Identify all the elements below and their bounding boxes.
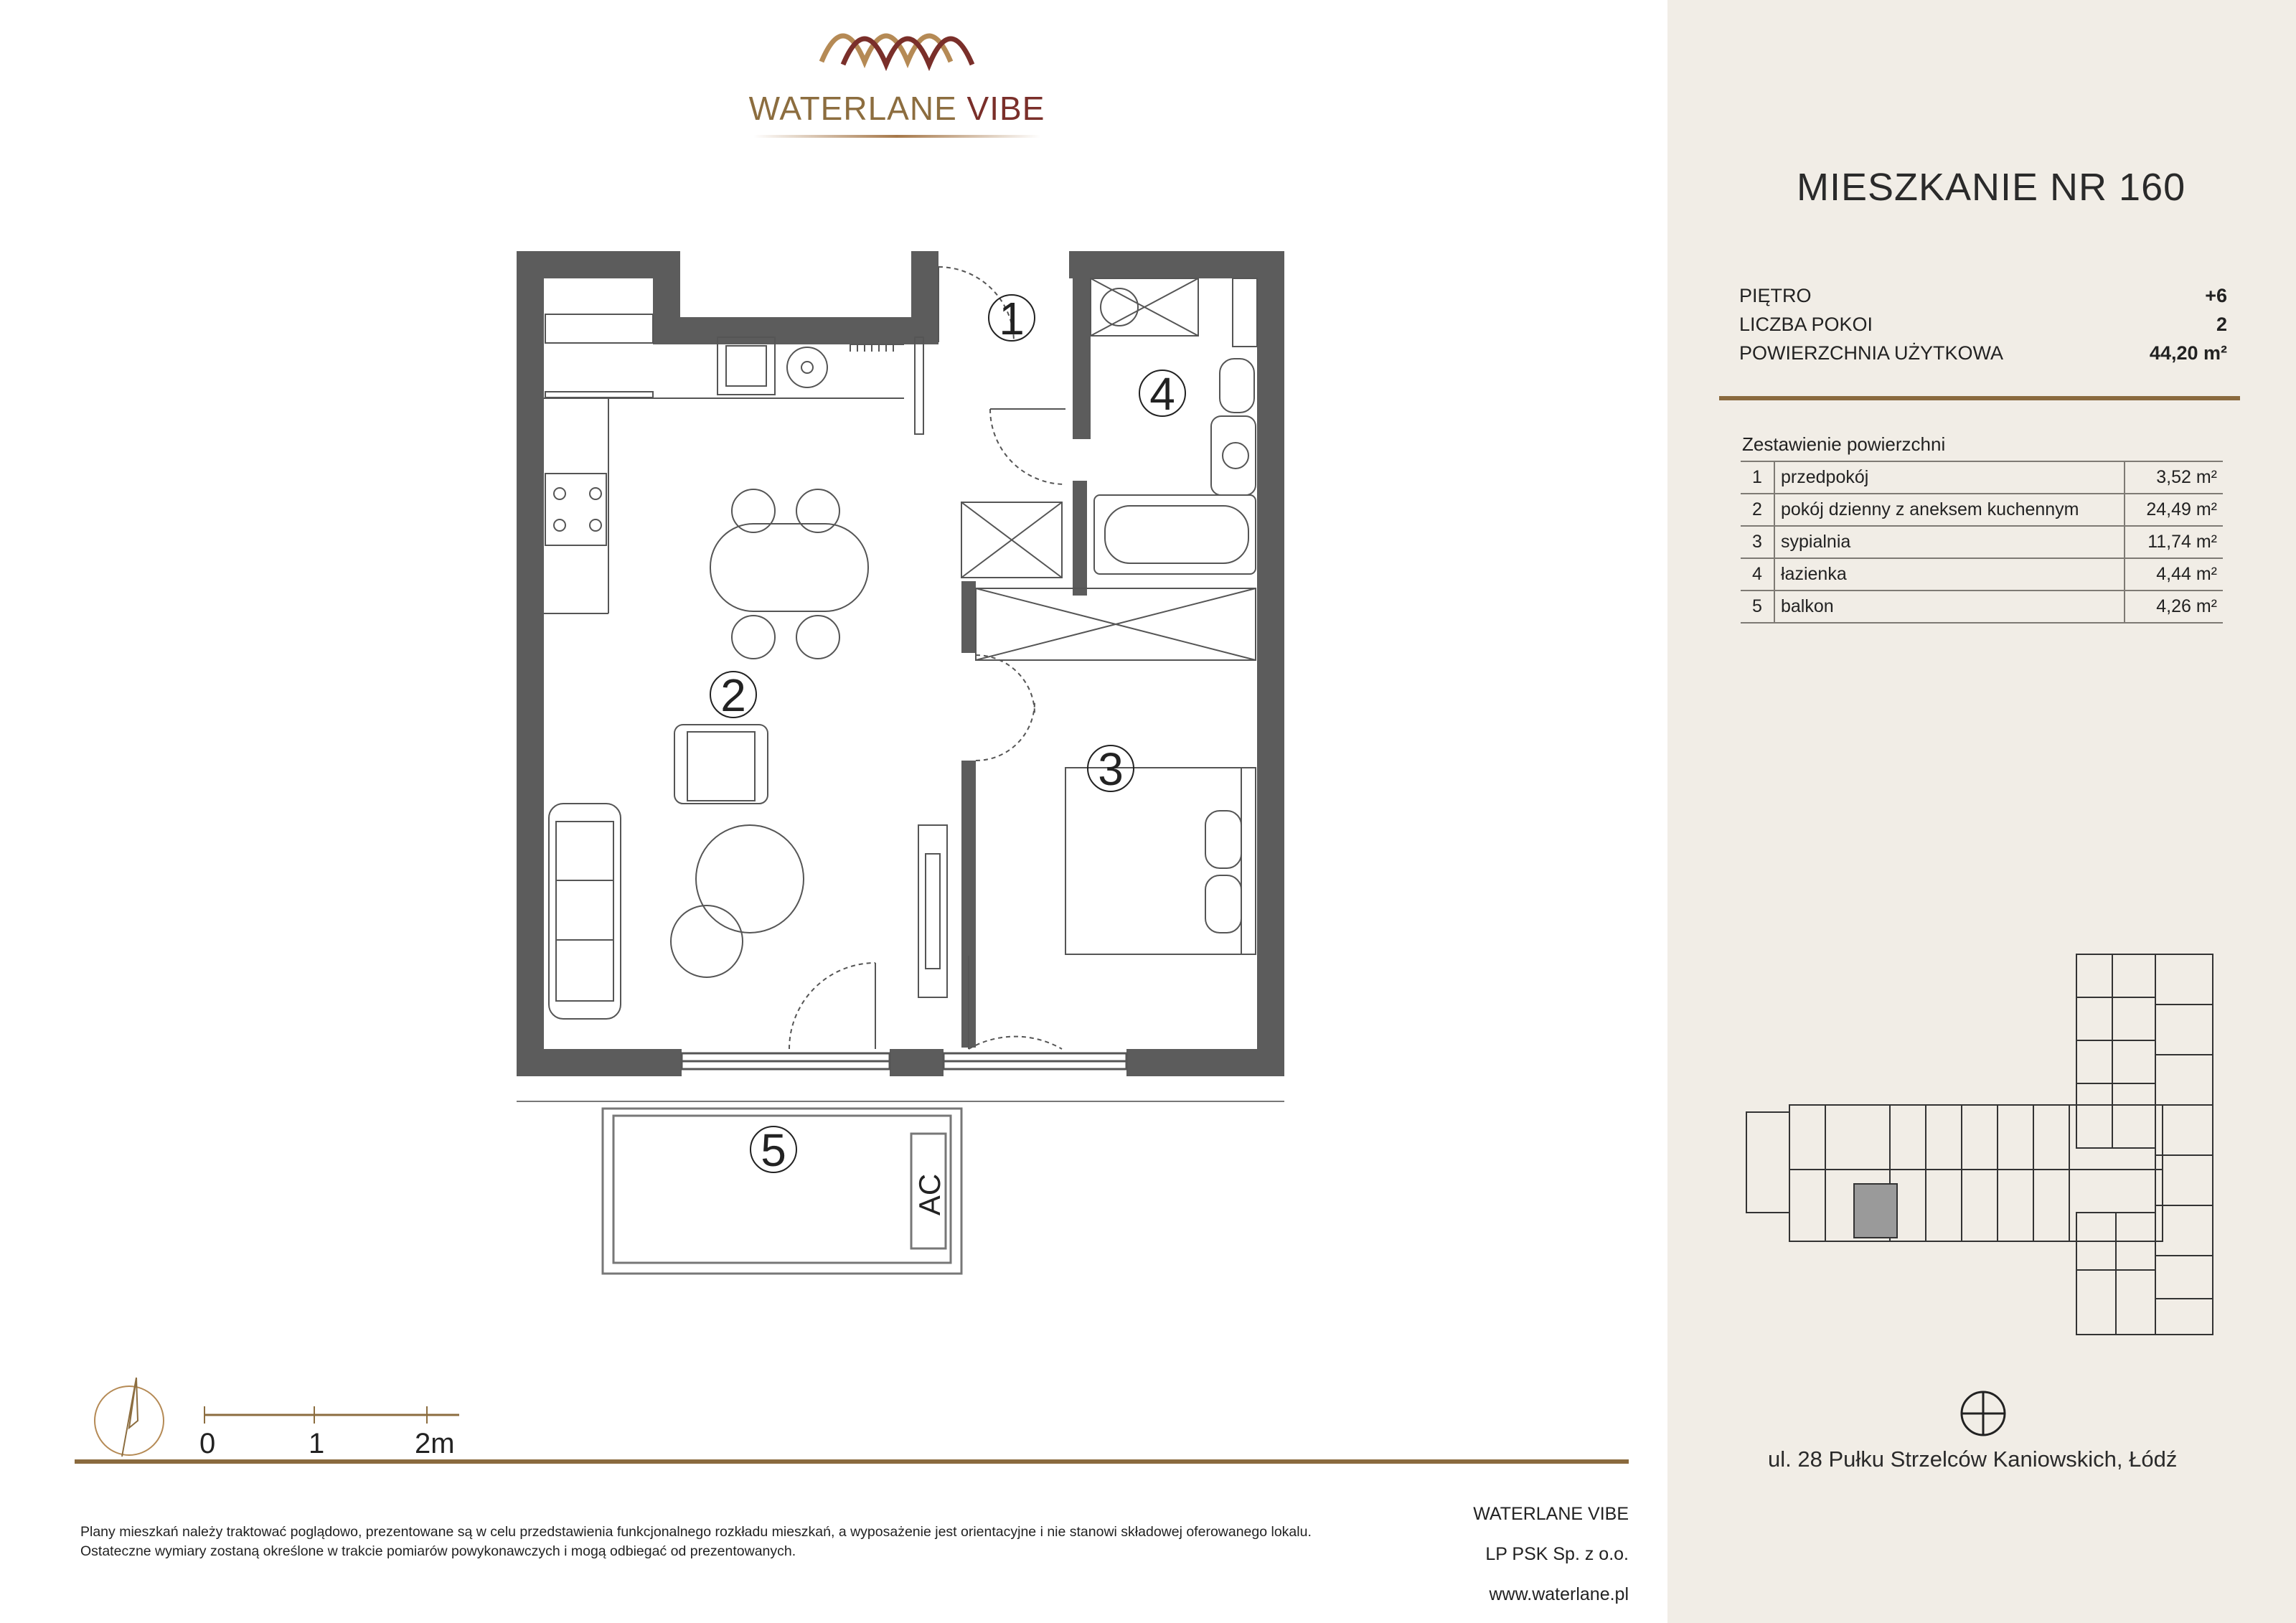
brand-name-part1: WATERLANE [748,90,957,127]
room-label-2: 2 [720,669,746,721]
scale-tick-1: 1 [309,1428,325,1459]
apartment-highlight [1854,1184,1897,1238]
footer-company-name: WATERLANE VIBE [1473,1504,1629,1524]
room-label-4: 4 [1149,368,1175,420]
area-value: 11,74 m² [2125,526,2223,558]
area-value: 4,44 m² [2125,558,2223,591]
floor-plan [459,237,1313,1277]
area-name: balkon [1774,591,2125,623]
footer-divider [75,1459,1629,1464]
brand-wordmark [746,89,1048,128]
footer-website-link[interactable]: www.waterlane.pl [1489,1584,1629,1604]
area-name: pokój dzienny z aneksem kuchennym [1774,494,2125,526]
scale-tick-0: 0 [199,1428,216,1459]
logo-underline [753,135,1040,138]
table-row [1741,591,2223,623]
building-key-plan [1739,947,2241,1349]
info-panel [1667,0,2296,1623]
area-name: sypialnia [1774,526,2125,558]
apartment-info [1739,281,2227,367]
areas-table [1741,461,2223,624]
address: ul. 28 Pułku Strzelców Kaniowskich, Łódź [1768,1446,2178,1472]
table-row [1741,526,2223,558]
footer-company [1342,1494,1629,1614]
table-row [1741,461,2223,494]
wave-logo-icon [746,20,1048,85]
ac-label: AC [913,1173,946,1216]
disclaimer-line-1: Plany mieszkań należy traktować poglądowo, prezentowane są w celu przedstawienia funkcjonalnego rozkładu mieszkań, a wyposażenie jest orientacyjne i nie stanowi składowej oferowanego lokalu. [80,1524,1312,1540]
area-no: 5 [1741,591,1774,623]
info-label-area: POWIERZCHNIA UŻYTKOWA [1739,342,2004,364]
area-value: 4,26 m² [2125,591,2223,623]
disclaimer-line-2: Ostateczne wymiary zostaną określone w trakcie pomiarów powykonawczych i mogą odbiegać od prezentowanych. [80,1543,796,1559]
area-value: 24,49 m² [2125,494,2223,526]
info-label-floor: PIĘTRO [1739,285,1812,306]
brand-name-part2: VIBE [966,90,1045,127]
area-no: 3 [1741,526,1774,558]
table-row [1741,494,2223,526]
room-labels [710,293,1185,1215]
scale-tick-2: 2m [415,1428,455,1459]
brand-logo [746,20,1048,149]
areas-title: Zestawienie powierzchni [1742,433,1946,455]
info-row [1739,339,2227,367]
info-value-rooms: 2 [2216,314,2227,335]
info-value-floor: +6 [2205,285,2227,306]
info-row [1739,310,2227,339]
footer-entity: LP PSK Sp. z o.o. [1485,1544,1629,1564]
info-label-rooms: LICZBA POKOI [1739,314,1873,335]
apartment-title: MIESZKANIE NR 160 [1797,166,2186,209]
area-no: 4 [1741,558,1774,591]
info-separator [1719,396,2240,400]
door-swings [789,267,1065,1049]
area-name: przedpokój [1774,461,2125,494]
table-row [1741,558,2223,591]
area-no: 1 [1741,461,1774,494]
scale-bar [86,1370,488,1482]
room-label-1: 1 [999,293,1025,344]
area-name: łazienka [1774,558,2125,591]
disclaimer [80,1523,1444,1561]
info-row [1739,281,2227,310]
info-value-area: 44,20 m² [2149,342,2227,364]
area-value: 3,52 m² [2125,461,2223,494]
room-label-3: 3 [1098,743,1124,795]
room-label-5: 5 [761,1124,786,1176]
compass-icon [1954,1385,2012,1442]
area-no: 2 [1741,494,1774,526]
